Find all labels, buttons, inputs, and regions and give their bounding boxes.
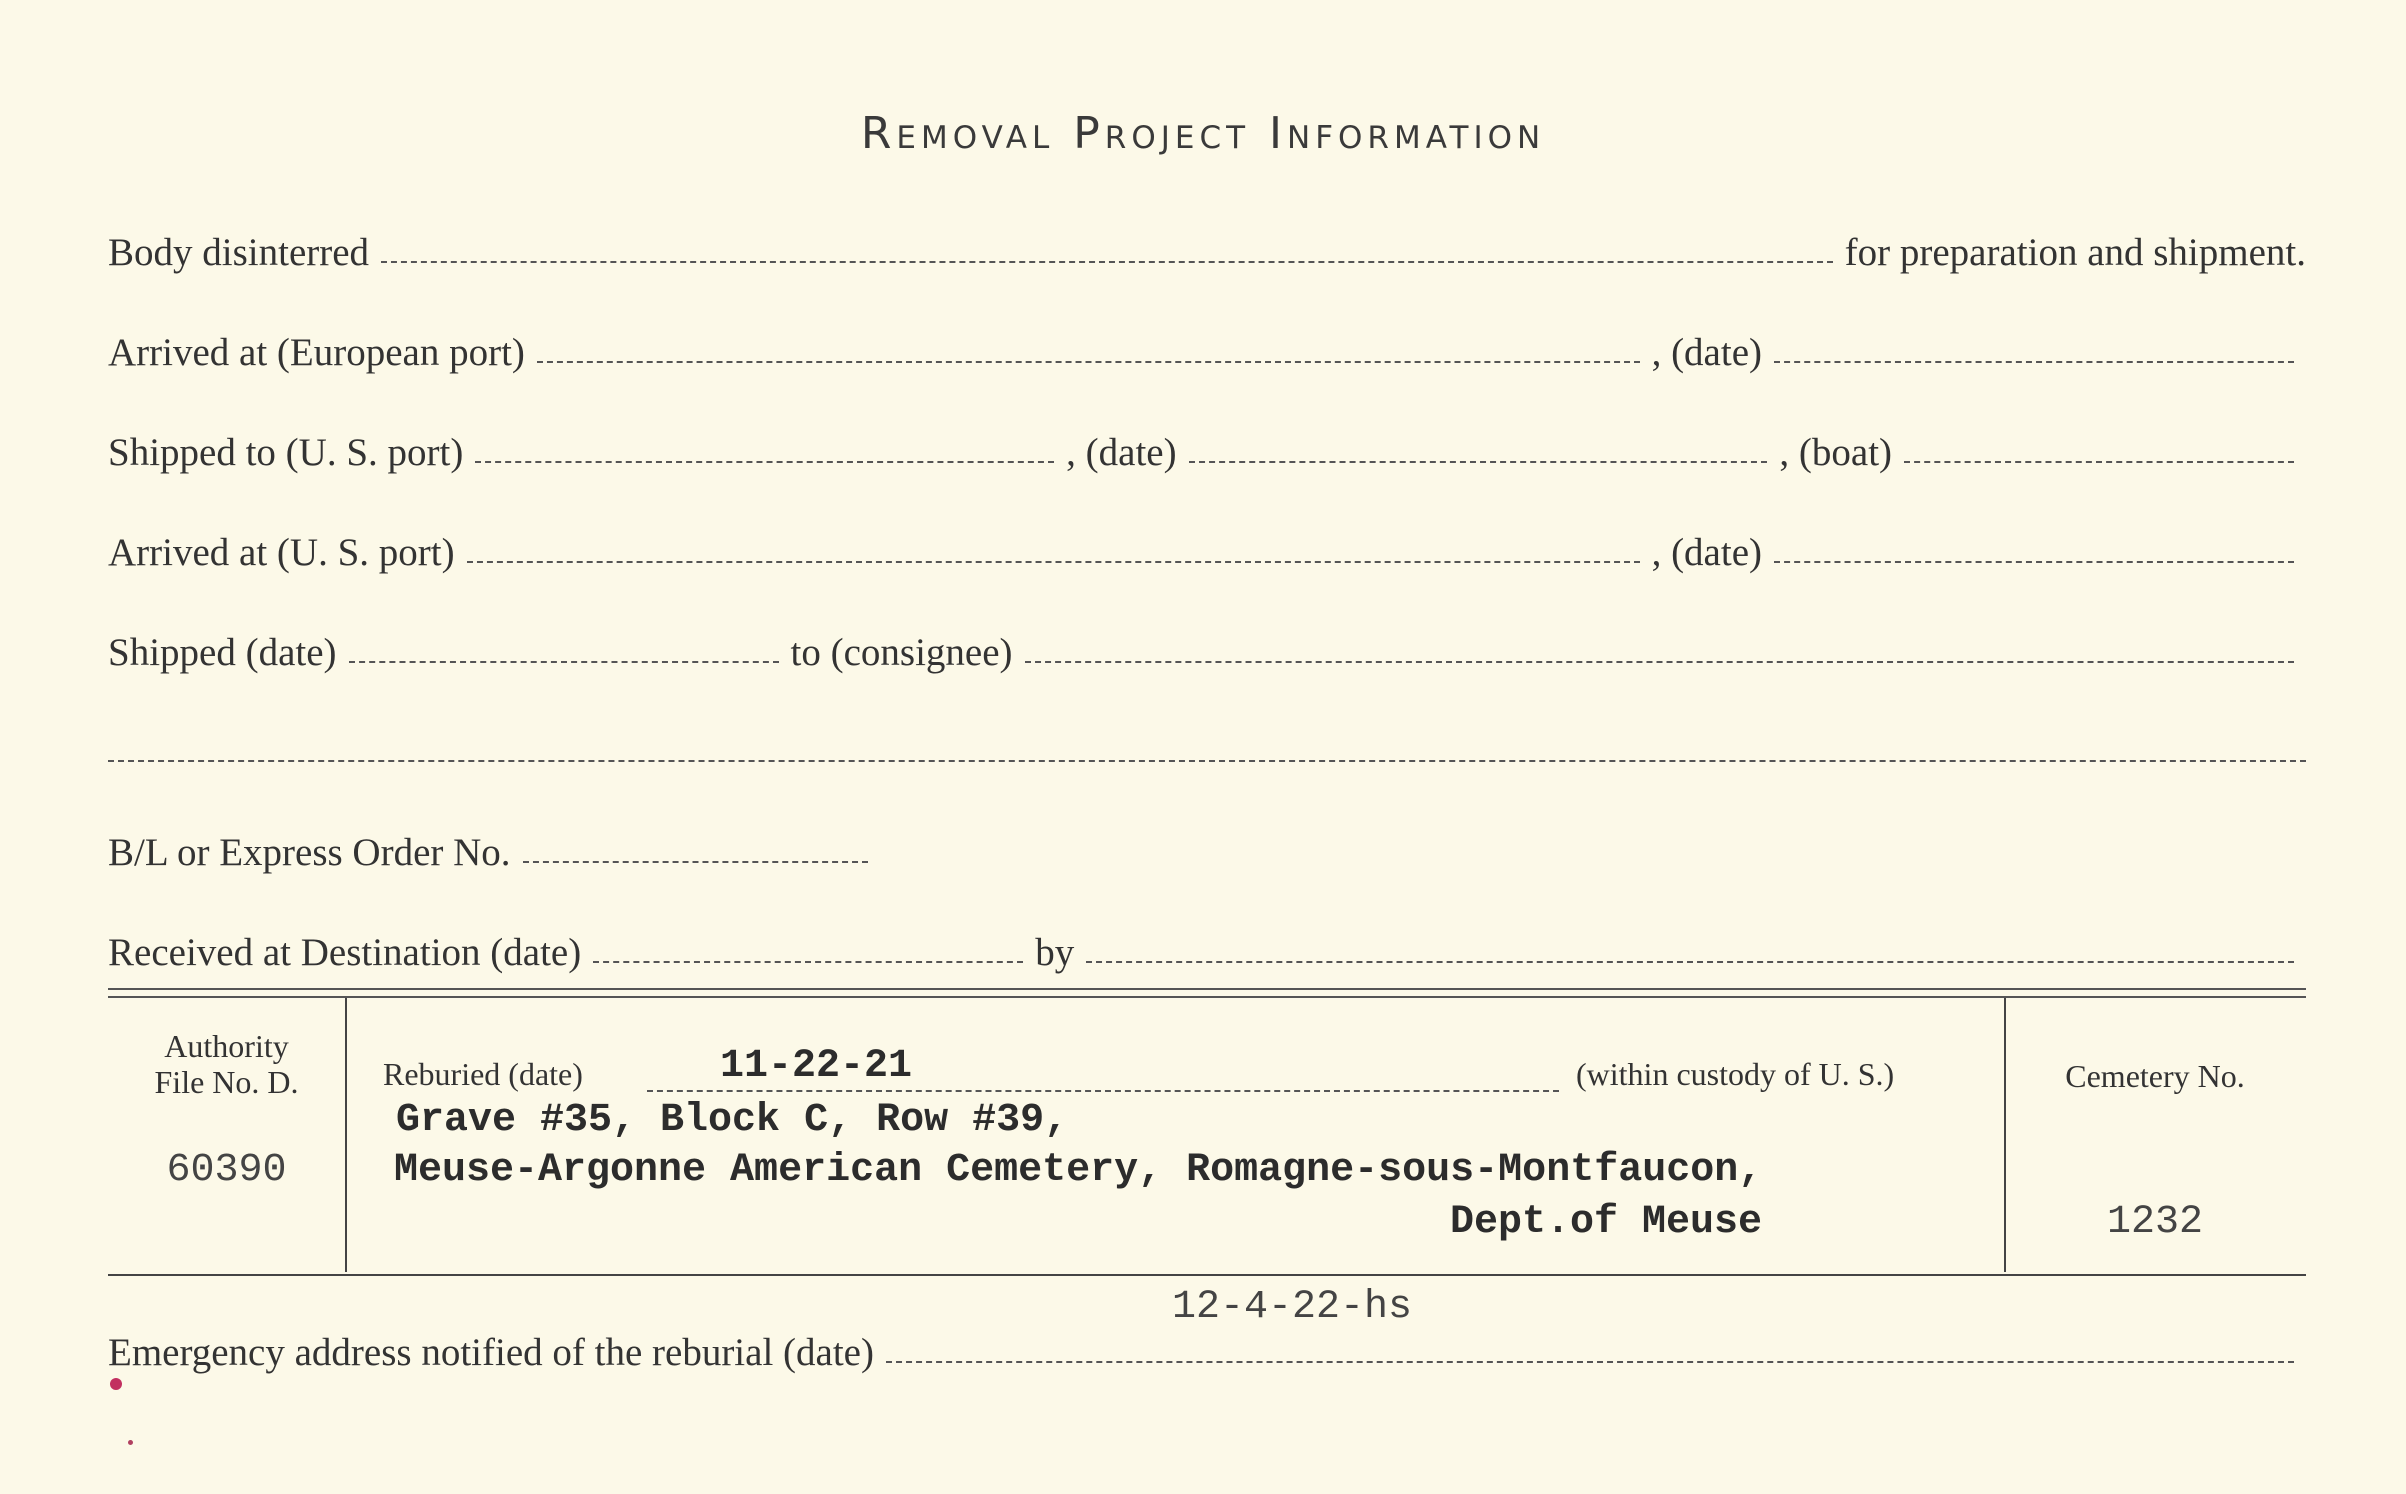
grave-location-line-1: Grave #35, Block C, Row #39, (396, 1098, 1069, 1143)
arrived-european-date-field[interactable] (1774, 361, 2294, 363)
authority-label-line-1: Authority (164, 1028, 289, 1064)
bl-order-field[interactable] (523, 861, 868, 863)
emergency-label: Emergency address notified of the reburial (date) (108, 1331, 874, 1374)
arrived-us-label: Arrived at (U. S. port) (108, 531, 455, 574)
body-disinterred-suffix: for preparation and shipment. (1844, 231, 2306, 274)
body-disinterred-field[interactable] (381, 261, 1833, 263)
grave-location-line-3: Dept.of Meuse (1450, 1200, 1763, 1245)
custody-label: (within custody of U. S.) (1576, 1056, 1895, 1092)
grave-location-line-2: Meuse-Argonne American Cemetery, Romagne-sous-Montfaucon, (394, 1148, 1763, 1193)
reburied-label: Reburied (date) (383, 1056, 583, 1092)
arrived-us-date-field[interactable] (1774, 561, 2294, 563)
shipped-us-boat-label: , (boat) (1779, 431, 1893, 474)
received-by-label: by (1035, 931, 1075, 974)
reburied-date-value: 11-22-21 (720, 1044, 913, 1089)
emergency-date-field[interactable] (886, 1361, 2294, 1363)
received-label: Received at Destination (date) (108, 931, 582, 974)
arrived-european-port-field[interactable] (537, 361, 1640, 363)
bl-order-row (108, 815, 2306, 875)
received-date-field[interactable] (593, 961, 1023, 963)
cemetery-number: 1232 (2106, 1200, 2203, 1245)
body-disinterred-row (108, 215, 2306, 275)
consignee-label: to (consignee) (790, 631, 1013, 674)
shipped-date-label: Shipped (date) (108, 631, 337, 674)
arrived-european-row (108, 315, 2306, 375)
cemetery-label: Cemetery No. (2065, 1058, 2245, 1094)
shipped-date-field[interactable] (349, 661, 779, 663)
ink-speck (128, 1440, 133, 1445)
box-top-rule (108, 988, 2306, 998)
shipped-us-date-field[interactable] (1189, 461, 1768, 463)
shipped-us-label: Shipped to (U. S. port) (108, 431, 464, 474)
shipped-us-port-field[interactable] (475, 461, 1054, 463)
shipped-date-row (108, 615, 2306, 675)
arrived-us-port-field[interactable] (467, 561, 1640, 563)
consignee-field[interactable] (1025, 661, 2294, 663)
arrived-european-date-label: , (date) (1651, 331, 1762, 374)
box-divider-left (345, 998, 347, 1272)
reburied-date-field[interactable] (647, 1090, 1559, 1092)
received-row (108, 915, 2306, 975)
arrived-european-label: Arrived at (European port) (108, 331, 525, 374)
ink-speck (110, 1378, 122, 1390)
authority-file-number: 60390 (166, 1148, 287, 1193)
consignee-continuation-line[interactable] (108, 760, 2306, 762)
arrived-us-date-label: , (date) (1651, 531, 1762, 574)
authority-label (108, 1028, 345, 1100)
box-bottom-rule (108, 1274, 2306, 1276)
received-by-field[interactable] (1086, 961, 2294, 963)
shipped-us-row (108, 415, 2306, 475)
arrived-us-row (108, 515, 2306, 575)
emergency-row (108, 1315, 2306, 1375)
bl-order-label: B/L or Express Order No. (108, 831, 511, 874)
shipped-us-date-label: , (date) (1066, 431, 1177, 474)
shipped-us-boat-field[interactable] (1904, 461, 2294, 463)
card-title: Removal Project Information (860, 108, 1546, 159)
authority-label-line-2: File No. D. (154, 1064, 299, 1100)
emergency-date-value: 12-4-22-hs (1172, 1285, 1413, 1330)
body-disinterred-label: Body disinterred (108, 231, 370, 274)
